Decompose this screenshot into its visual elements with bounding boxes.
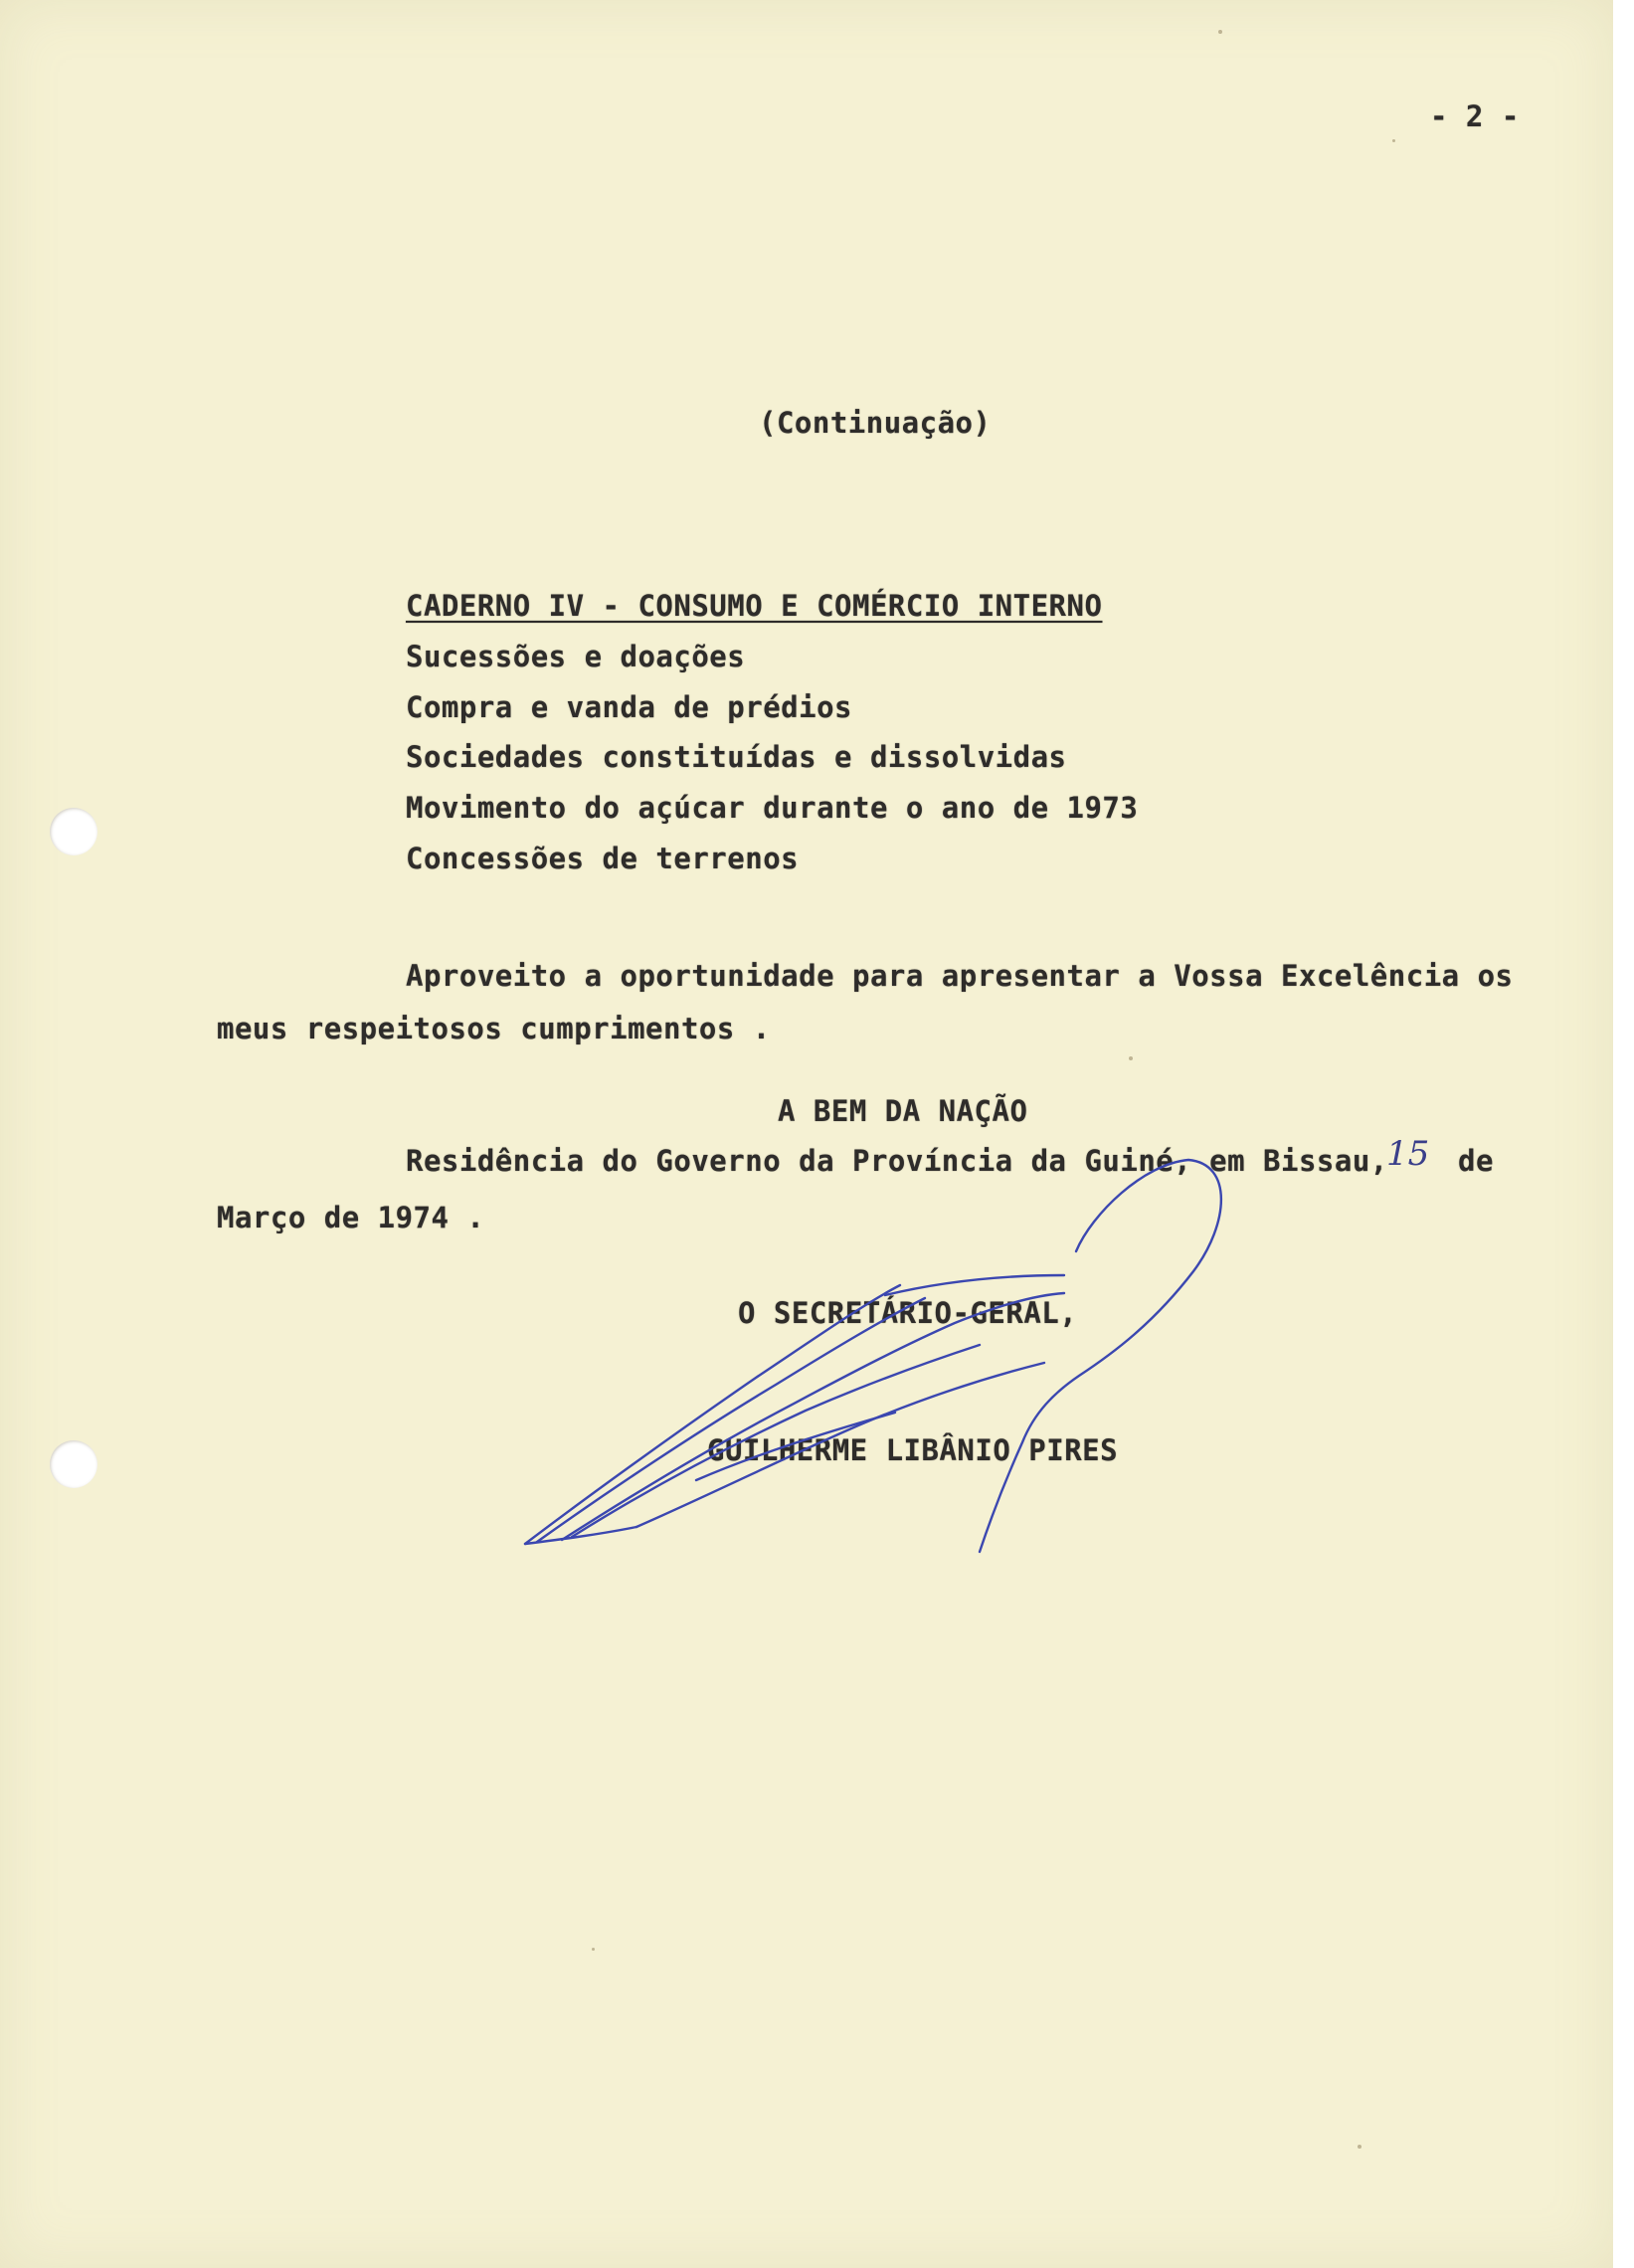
section-item: Sociedades constituídas e dissolvidas — [406, 740, 1067, 774]
paper-speck — [1358, 2145, 1362, 2149]
place-date-line: Março de 1974 . — [217, 1201, 485, 1234]
punch-hole-upper — [50, 808, 97, 855]
place-date-line-end: de — [1458, 1144, 1494, 1178]
signatory-title: O SECRETÁRIO-GERAL, — [738, 1296, 1078, 1330]
place-date-line: Residência do Governo da Província da Guiné, em Bissau, — [406, 1144, 1388, 1178]
section-title: CADERNO IV - CONSUMO E COMÉRCIO INTERNO — [406, 589, 1103, 623]
section-item: Sucessões e doações — [406, 640, 746, 673]
paper-speck — [1392, 139, 1395, 142]
punch-hole-lower — [50, 1440, 97, 1488]
continuation-heading: (Continuação) — [759, 406, 992, 440]
signatory-name: GUILHERME LIBÂNIO PIRES — [707, 1433, 1119, 1467]
paper-speck — [1218, 30, 1222, 34]
section-item: Movimento do açúcar durante o ano de 1973 — [406, 791, 1139, 825]
closing-line: meus respeitosos cumprimentos . — [217, 1012, 771, 1045]
paper-speck — [1129, 1056, 1133, 1060]
section-item: Compra e vanda de prédios — [406, 690, 852, 724]
closing-line: Aproveito a oportunidade para apresentar a Vossa Excelência os — [406, 959, 1514, 993]
paper-speck — [592, 1948, 595, 1951]
scan-edge — [1613, 0, 1634, 2268]
section-item: Concessões de terrenos — [406, 842, 800, 875]
page-number: - 2 - — [1430, 99, 1520, 133]
handwritten-day: 15 — [1386, 1134, 1430, 1174]
motto: A BEM DA NAÇÃO — [778, 1094, 1028, 1128]
